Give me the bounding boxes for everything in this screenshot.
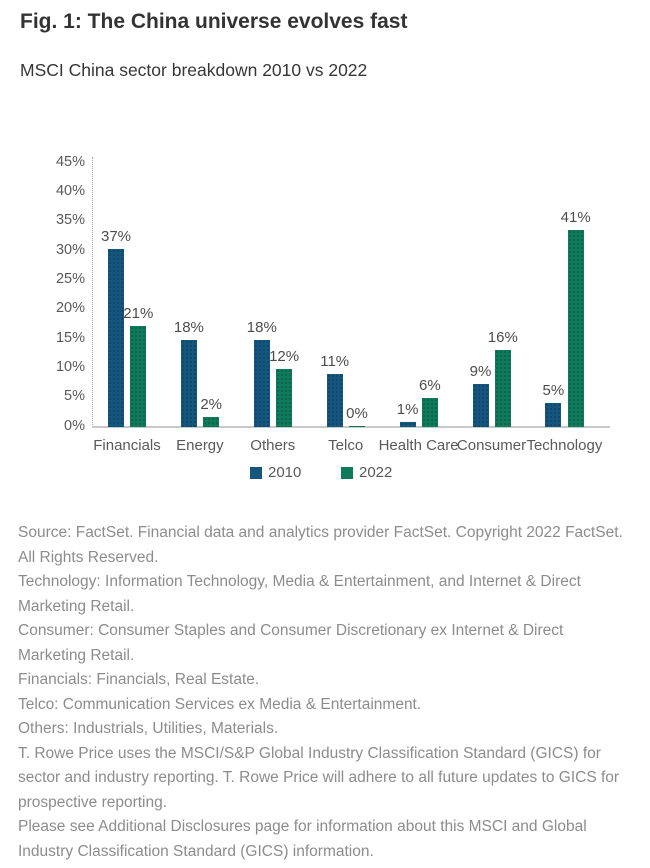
bar-energy-2010: [181, 340, 197, 427]
footnote-line: Others: Industrials, Utilities, Materials.: [18, 720, 279, 737]
bar-value-label-technology-2022: 41%: [560, 208, 591, 226]
y-axis-tick: 25%: [55, 271, 85, 288]
bar-technology-2010: [545, 403, 561, 427]
footnote-line: T. Rowe Price uses the MSCI/S&P Global Industry Classification Standard (GICS) for: [18, 744, 601, 762]
bar-consumer-2022: [495, 350, 511, 427]
x-axis-label-consumer: Consumer: [456, 437, 527, 454]
footnote-line: All Rights Reserved.: [18, 548, 159, 566]
bar-value-label-energy-2010: 18%: [173, 319, 204, 337]
x-axis-label-telco: Telco: [328, 437, 364, 454]
footnote-line: Marketing Retail.: [18, 646, 135, 664]
bar-value-label-energy-2022: 2%: [200, 396, 223, 414]
bar-consumer-2010: [473, 384, 489, 427]
bar-chart: [0, 130, 650, 505]
bar-others-2022: [276, 369, 292, 427]
y-axis-tick: 20%: [55, 300, 85, 317]
bar-energy-2022: [203, 417, 219, 427]
bar-value-label-technology-2010: 5%: [542, 381, 565, 399]
footnote-line: Source: FactSet. Financial data and analytics provider FactSet. Copyright 2022 FactSet.: [18, 524, 623, 541]
bar-value-label-financials-2022: 21%: [123, 305, 154, 322]
x-axis-label-technology: Technology: [526, 437, 603, 454]
footnotes: [18, 521, 643, 864]
y-axis-tick: 30%: [55, 241, 85, 258]
y-axis-tick: 10%: [55, 359, 85, 376]
legend-swatch-2010: [250, 467, 262, 479]
footnote-line: Technology: Information Technology, Media & Entertainment, and Internet & Direct: [18, 573, 581, 590]
bar-financials-2022: [130, 326, 146, 427]
bar-value-label-consumer-2022: 16%: [487, 329, 518, 346]
bar-health-care-2022: [422, 398, 438, 427]
y-axis-tick: 0%: [64, 417, 85, 434]
bar-value-label-others-2022: 12%: [269, 348, 300, 366]
bar-value-label-financials-2010: 37%: [100, 228, 132, 245]
footnote-line: prospective reporting.: [18, 793, 168, 811]
footnote-line: Industry Classification Standard (GICS) information.: [18, 842, 374, 860]
footnote-line: Financials: Financials, Real Estate.: [18, 671, 260, 688]
legend-swatch-2022: [341, 467, 353, 479]
footnote-line: Marketing Retail.: [18, 597, 135, 615]
legend-label-2022: 2022: [359, 464, 393, 481]
figure-title: Fig. 1: The China universe evolves fast: [20, 10, 408, 33]
x-axis-label-energy: Energy: [176, 437, 224, 454]
bar-telco-2022: [349, 426, 365, 428]
x-axis-label-financials: Financials: [93, 437, 161, 454]
footnote-line: sector and industry reporting. T. Rowe Price will adhere to all future updates to GICS for: [18, 769, 620, 786]
bar-value-label-health-care-2010: 1%: [396, 401, 419, 419]
footnote-line: Please see Additional Disclosures page for information about this MSCI and Global: [18, 818, 587, 835]
y-axis-tick: 15%: [55, 329, 85, 346]
figure-subtitle: MSCI China sector breakdown 2010 vs 2022: [20, 60, 368, 80]
footnote-line: Consumer: Consumer Staples and Consumer Discretionary ex Internet & Direct: [18, 622, 564, 639]
y-axis-line: [92, 157, 93, 427]
bar-value-label-consumer-2010: 9%: [469, 362, 492, 380]
y-axis-tick: 5%: [64, 388, 85, 405]
y-axis-tick: 45%: [55, 153, 85, 170]
y-axis-tick: 40%: [55, 183, 85, 200]
bar-value-label-telco-2022: 0%: [346, 404, 368, 422]
x-axis-label-health-care: Health Care: [378, 437, 459, 454]
x-axis-label-others: Others: [250, 437, 296, 454]
legend-item-2022: [341, 464, 392, 481]
legend-item-2010: [250, 464, 301, 481]
bar-technology-2022: [568, 230, 584, 427]
footnote-line: Telco: Communication Services ex Media & Entertainment.: [18, 695, 422, 713]
bar-financials-2010: [108, 249, 124, 427]
bar-value-label-health-care-2022: 6%: [419, 377, 441, 395]
bar-value-label-others-2010: 18%: [246, 319, 277, 337]
bar-health-care-2010: [400, 422, 416, 427]
legend-label-2010: 2010: [268, 464, 302, 481]
bar-value-label-telco-2010: 11%: [320, 353, 350, 371]
y-axis-tick: 35%: [55, 212, 85, 229]
